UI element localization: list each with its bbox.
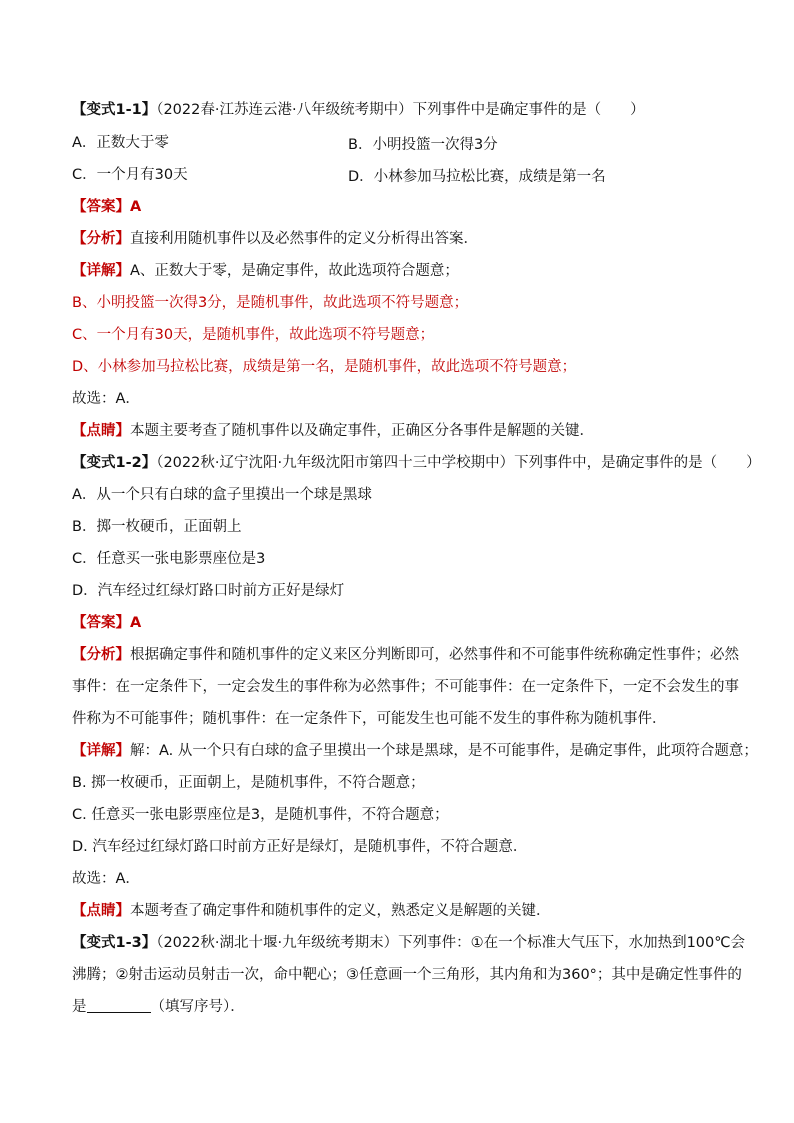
- q2-detail-label: 【详解】: [72, 743, 130, 759]
- q1-detail-line: C、一个月有30天，是随机事件，故此选项不符号题意；: [72, 327, 435, 343]
- q1-detail-line: B、小明投篮一次得3分，是随机事件，故此选项不符号题意；: [72, 295, 469, 311]
- q3-stem-pre: 是: [72, 999, 87, 1015]
- q1-comment-text: 本题主要考查了随机事件以及确定事件，正确区分各事件是解题的关键．: [130, 423, 594, 439]
- q1-options-row2: [72, 165, 188, 185]
- q2-analysis-label: 【分析】: [72, 647, 130, 663]
- q1-detail-line: A、正数大于零，是确定事件，故此选项符合题意；: [130, 263, 459, 279]
- answer-blank[interactable]: [87, 998, 151, 1013]
- q2-detail-line: 解：A. 从一个只有白球的盒子里摸出一个球是黑球，是不可能事件，是确定事件，此项符合题意；: [130, 743, 758, 759]
- q2-option-b: B．掷一枚硬币，正面朝上: [72, 519, 242, 535]
- q1-answer-value: A: [130, 199, 142, 215]
- q2-label: 【变式1-2】: [72, 455, 157, 471]
- q2-answer-value: A: [130, 615, 142, 631]
- q1-option-d: D．小林参加马拉松比赛，成绩是第一名: [348, 169, 606, 185]
- q1-option-a: A．正数大于零: [72, 135, 169, 151]
- q1-comment: [72, 421, 594, 441]
- q2-analysis-line: 根据确定事件和随机事件的定义来区分判断即可，必然事件和不可能事件统称确定性事件；必然: [130, 647, 739, 663]
- q2-detail: [72, 741, 758, 761]
- q2-analysis: [72, 645, 739, 665]
- q1-detail: [72, 261, 459, 281]
- q1-detail-line: D、小林参加马拉松比赛，成绩是第一名，是随机事件，故此选项不符号题意；: [72, 359, 577, 375]
- q3-label: 【变式1-3】: [72, 935, 157, 951]
- q1-options-row1: [72, 133, 169, 153]
- q1-comment-label: 【点睛】: [72, 423, 130, 439]
- q1-choice: 故选：A．: [72, 391, 140, 407]
- q1-option-c: C．一个月有30天: [72, 167, 188, 183]
- q1-answer: [72, 197, 141, 217]
- q3-header: [72, 933, 745, 953]
- q2-detail-line: B. 掷一枚硬币，正面朝上，是随机事件，不符合题意；: [72, 775, 425, 791]
- q1-stem: 下列事件中是确定事件的是（ ）: [412, 102, 645, 118]
- q3-stem-line3: [72, 997, 245, 1017]
- q3-stem-line2: 沸腾；②射击运动员射击一次，命中靶心；③任意画一个三角形，其内角和为360°；其中是确定性事件的: [72, 967, 742, 983]
- q3-stem-post: （填写序号）．: [150, 999, 245, 1015]
- q2-analysis-line: 事件：在一定条件下，一定会发生的事件称为必然事件；不可能事件：在一定条件下，一定不会发生的事: [72, 679, 739, 695]
- q2-analysis-line: 件称为不可能事件；随机事件：在一定条件下，可能发生也可能不发生的事件称为随机事件．: [72, 711, 667, 727]
- q1-answer-label: 【答案】: [72, 199, 130, 215]
- q2-comment-text: 本题考查了确定事件和随机事件的定义，熟悉定义是解题的关键．: [130, 903, 551, 919]
- q2-option-a: A．从一个只有白球的盒子里摸出一个球是黑球: [72, 487, 372, 503]
- q3-stem-line1: 下列事件：①在一个标准大气压下，水加热到100℃会: [398, 935, 746, 951]
- q2-option-c: C．任意买一张电影票座位是3: [72, 551, 266, 567]
- q2-header: [72, 453, 761, 473]
- q2-detail-line: C. 任意买一张电影票座位是3，是随机事件，不符合题意；: [72, 807, 449, 823]
- q2-source: （2022秋·辽宁沈阳·九年级沈阳市第四十三中学校期中）: [156, 455, 515, 471]
- q2-comment-label: 【点睛】: [72, 903, 130, 919]
- q1-detail-label: 【详解】: [72, 263, 130, 279]
- q1-analysis: [72, 229, 478, 249]
- q2-detail-line: D. 汽车经过红绿灯路口时前方正好是绿灯，是随机事件，不符合题意．: [72, 839, 528, 855]
- q1-label: 【变式1-1】: [72, 102, 157, 118]
- q3-source: （2022秋·湖北十堰·九年级统考期末）: [156, 935, 399, 951]
- q1-option-b: B．小明投篮一次得3分: [348, 137, 498, 153]
- q2-option-d: D．汽车经过红绿灯路口时前方正好是绿灯: [72, 583, 345, 599]
- q2-comment: [72, 901, 551, 921]
- q1-header: [72, 100, 645, 120]
- q2-answer-label: 【答案】: [72, 615, 130, 631]
- q1-analysis-label: 【分析】: [72, 231, 130, 247]
- q1-source: （2022春·江苏连云港·八年级统考期中）: [156, 102, 413, 118]
- q2-answer: [72, 613, 141, 633]
- q2-stem: 下列事件中，是确定事件的是（ ）: [514, 455, 761, 471]
- q2-choice: 故选：A．: [72, 871, 140, 887]
- q1-analysis-text: 直接利用随机事件以及必然事件的定义分析得出答案．: [130, 231, 478, 247]
